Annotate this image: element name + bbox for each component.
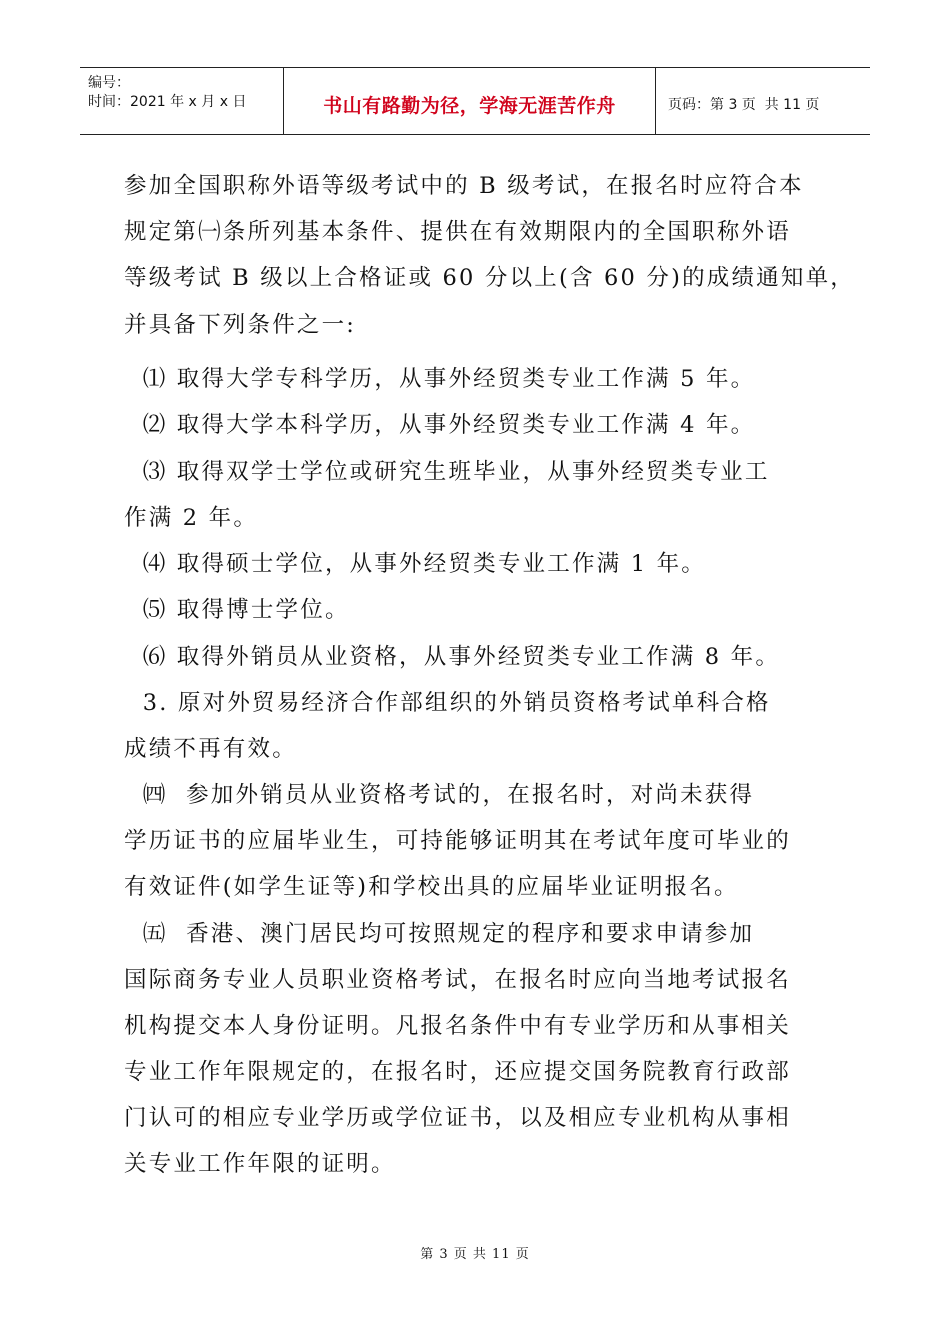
- body-line: ⑵ 取得大学本科学历，从事外经贸类专业工作满 4 年。: [124, 412, 756, 438]
- body-line: 成绩不再有效。: [124, 736, 297, 762]
- page-footer: 第 3 页 共 11 页: [420, 1247, 530, 1262]
- body-line: 参加全国职称外语等级考试中的 B 级考试，在报名时应符合本: [124, 173, 804, 199]
- body-line: 专业工作年限规定的，在报名时，还应提交国务院教育行政部: [124, 1059, 791, 1085]
- body-line: 有效证件(如学生证等)和学校出具的应届毕业证明报名。: [124, 874, 739, 900]
- body-line: 规定第㈠条所列基本条件、提供在有效期限内的全国职称外语: [124, 219, 791, 245]
- header-motto-cell: [284, 68, 656, 134]
- body-line: ㈣ 参加外销员从业资格考试的，在报名时，对尚未获得: [124, 782, 755, 808]
- body-line: 国际商务专业人员职业资格考试，在报名时应向当地考试报名: [124, 967, 791, 993]
- body-line: 3. 原对外贸易经济合作部组织的外销员资格考试单科合格: [124, 690, 771, 716]
- header-meta: [80, 68, 284, 134]
- body-line: ⑶ 取得双学士学位或研究生班毕业，从事外经贸类专业工: [124, 459, 770, 485]
- header-page-info: 页码：第 3 页 共 11 页: [668, 97, 820, 113]
- body-line: 学历证书的应届毕业生，可持能够证明其在考试年度可毕业的: [124, 828, 791, 854]
- doc-number-label: 编号：: [88, 75, 130, 91]
- body-line: ㈤ 香港、澳门居民均可按照规定的程序和要求申请参加: [124, 921, 755, 947]
- body-line: 门认可的相应专业学历或学位证书，以及相应专业机构从事相: [124, 1105, 791, 1131]
- body-line: ⑴ 取得大学专科学历，从事外经贸类专业工作满 5 年。: [124, 366, 756, 392]
- body-line: 机构提交本人身份证明。凡报名条件中有专业学历和从事相关: [124, 1013, 791, 1039]
- doc-date-label: 时间：2021 年 x 月 x 日: [88, 94, 247, 110]
- body-line: 关专业工作年限的证明。: [124, 1151, 396, 1177]
- body-line: ⑹ 取得外销员从业资格，从事外经贸类专业工作满 8 年。: [124, 644, 781, 670]
- page-header: [80, 67, 870, 135]
- body-line: ⑷ 取得硕士学位，从事外经贸类专业工作满 1 年。: [124, 551, 706, 577]
- body-line: ⑸ 取得博士学位。: [124, 597, 350, 623]
- header-motto: 书山有路勤为径，学海无涯苦作舟: [323, 94, 616, 117]
- body-line: 作满 2 年。: [124, 505, 259, 531]
- body-line: 等级考试 B 级以上合格证或 60 分以上(含 60 分)的成绩通知单，: [124, 265, 855, 291]
- body-line: 并具备下列条件之一:: [124, 312, 357, 338]
